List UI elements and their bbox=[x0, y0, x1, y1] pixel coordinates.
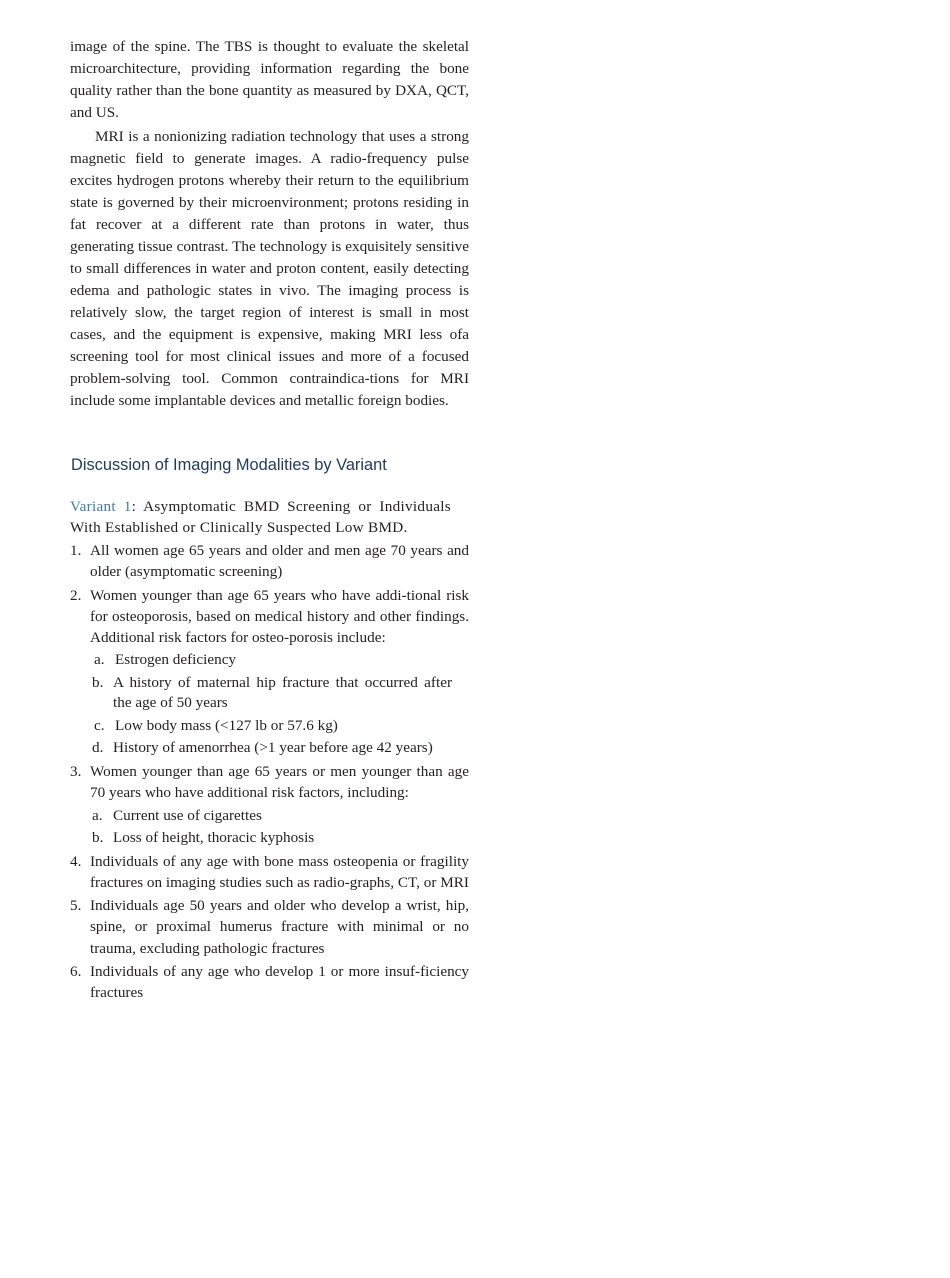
list-item bbox=[70, 761, 469, 849]
list-item-text: Women younger than age 65 years who have addi-tional risk for osteoporosis, based on medical history and other findings. Additional risk factors for osteo-porosis include: bbox=[90, 586, 469, 647]
sub-list-item bbox=[72, 650, 452, 671]
list-item-text: Individuals of any age with bone mass osteopenia or fragility fractures on imaging studies such as radio-graphs, CT, or MRI bbox=[90, 852, 469, 891]
sub-list-text: Low body mass (<127 lb or 57.6 kg) bbox=[115, 716, 338, 734]
sub-list-item bbox=[72, 673, 452, 714]
list-item-number: 4. bbox=[70, 852, 82, 870]
sub-list-letter: b. bbox=[92, 829, 104, 847]
body-paragraph: MRI is a nonionizing radiation technology that uses a strong magnetic field to generate images. A radio-frequency pulse excites hydrogen protons whereby their return to the equilibrium state is governed by their microenvironment; protons residing in fat recover at a different rate than protons in water, thus generating tissue contrast. The technology is exquisitely sensitive to small differences in water and proton content, easily detecting edema and pathologic states in vivo. The imaging process is relatively slow, the target region of interest is small in most cases, and the equipment is expensive, making MRI less ofa screening tool for most clinical issues and more of a focused problem-solving tool. Common contraindica-tions for MRI include some implantable devices and metallic foreign bodies. bbox=[70, 128, 469, 409]
list-item bbox=[70, 895, 469, 959]
section-heading: Discussion of Imaging Modalities by Variant bbox=[71, 456, 387, 474]
sub-list-text: Current use of cigarettes bbox=[113, 806, 262, 824]
sub-list-letter: a. bbox=[94, 651, 105, 669]
list-item bbox=[70, 540, 469, 583]
list-item-number: 3. bbox=[70, 762, 82, 780]
list-item-number: 5. bbox=[70, 897, 82, 915]
sub-list-item bbox=[72, 806, 452, 827]
list-item-number: 2. bbox=[70, 586, 82, 604]
sub-list-text: Estrogen deficiency bbox=[115, 651, 237, 669]
sub-list-letter: d. bbox=[92, 739, 104, 757]
document-page bbox=[70, 36, 469, 1004]
sub-list-item bbox=[72, 716, 452, 737]
list-item bbox=[70, 961, 469, 1004]
list-item bbox=[70, 585, 469, 759]
variant-title bbox=[70, 496, 451, 538]
sub-list-letter: c. bbox=[94, 716, 105, 734]
sub-list-text: History of amenorrhea (>1 year before age 42 years) bbox=[113, 739, 433, 757]
sub-list bbox=[72, 806, 452, 849]
list-item-text: Individuals of any age who develop 1 or more insuf-ficiency fractures bbox=[90, 963, 469, 1002]
list-item bbox=[70, 851, 469, 894]
list-item-number: 6. bbox=[70, 963, 82, 981]
list-item-text: Individuals age 50 years and older who develop a wrist, hip, spine, or proximal humerus fracture with minimal or no trauma, excluding pathologic fractures bbox=[90, 897, 469, 957]
sub-list-letter: b. bbox=[92, 673, 104, 691]
variant-label: Variant 1 bbox=[70, 498, 132, 515]
sub-list-letter: a. bbox=[92, 806, 103, 824]
sub-list bbox=[72, 650, 452, 759]
body-paragraph: image of the spine. The TBS is thought to evaluate the skeletal microarchitecture, providing information regarding the bone quality rather than the bone quantity as measured by DXA, QCT, and US. bbox=[70, 38, 469, 121]
sub-list-text: A history of maternal hip fracture that occurred after the age of 50 years bbox=[113, 673, 452, 712]
sub-list-item bbox=[72, 738, 452, 759]
criteria-list bbox=[70, 540, 469, 1004]
variant-description: : Asymptomatic BMD Screening or Individuals With Established or Clinically Suspected Low BMD. bbox=[70, 498, 451, 536]
sub-list-item bbox=[72, 828, 452, 849]
sub-list-text: Loss of height, thoracic kyphosis bbox=[113, 829, 315, 847]
list-item-text: Women younger than age 65 years or men younger than age 70 years who have additional risk factors, including: bbox=[90, 762, 469, 802]
list-item-number: 1. bbox=[70, 542, 82, 559]
list-item-text: All women age 65 years and older and men age 70 years and older (asymptomatic screening) bbox=[90, 542, 469, 581]
